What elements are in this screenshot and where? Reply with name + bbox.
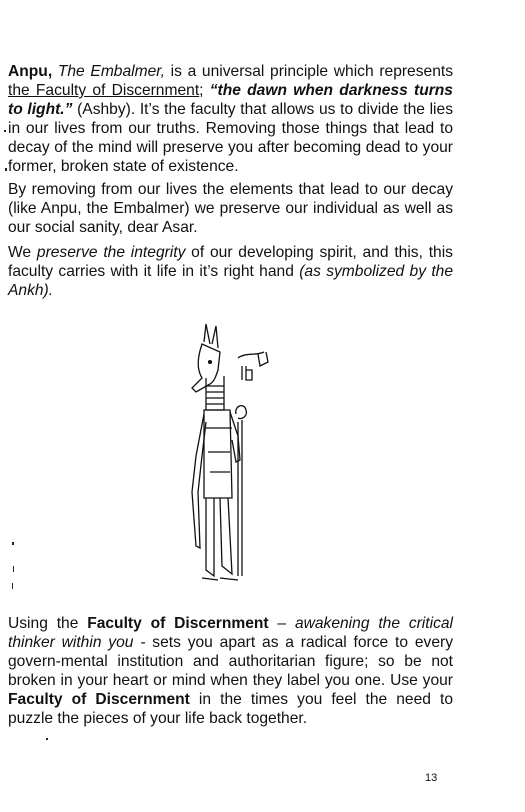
paragraph-anpu-intro [8, 62, 453, 176]
speck-5 [12, 583, 13, 589]
paragraph-2-text: By removing from our lives the elements that lead to our decay (like Anpu, the Embalmer) we preserve our individual as well as our social sanity, dear Asar. [8, 181, 453, 236]
semicolon: ; [199, 82, 210, 99]
faculty-bold-1: Faculty of Discernment [87, 615, 269, 632]
p4-end: in the times you feel the need to puzzle the pieces of your life back together. [8, 691, 453, 727]
p3-middle: of our developing spirit, and this, this faculty carries with it life in it’s right hand [8, 244, 453, 280]
paragraph-using-faculty [8, 614, 453, 728]
speck-2 [5, 168, 7, 171]
ankh-note-italic: (as symbolized by the Ankh). [8, 263, 453, 299]
anpu-name: Anpu, [8, 63, 53, 80]
faculty-bold-2: Faculty of Discernment [8, 691, 190, 708]
anpu-jackal-god-figure-icon [176, 322, 286, 590]
speck-4 [13, 566, 14, 572]
embalmer-title: The Embalmer, [57, 63, 165, 80]
preserve-integrity-italic: preserve the integrity [36, 244, 186, 261]
speck-3 [12, 542, 14, 545]
p4-start: Using the [8, 615, 88, 632]
intro-text: is a universal principle which represents [164, 63, 453, 80]
dash: – [268, 615, 295, 632]
faculty-of-discernment-underlined: the Faculty of Discernment [8, 82, 200, 99]
paragraph-preserve-integrity [8, 243, 453, 300]
speck-6 [46, 738, 48, 740]
p4-middle: sets you apart as a radical force to every govern-mental institution and authoritarian figure; so be not broken in your heart or mind when they label you one. Use your [8, 634, 453, 689]
paragraph-removing-elements [8, 180, 453, 237]
page-number: 13 [425, 772, 438, 784]
dawn-quote: “the dawn when darkness turns to light.” [8, 82, 453, 118]
faculty-explanation: (Ashby). It’s the faculty that allows us to divide the lies in our lives from our truths. Removing those things that lead to decay of the mind will preserve you after becoming dead to your former, broken state of existence. [8, 101, 453, 175]
critical-thinker-italic: awakening the critical thinker within you - [8, 615, 453, 651]
p3-start: We [8, 244, 37, 261]
speck-1 [4, 130, 6, 132]
